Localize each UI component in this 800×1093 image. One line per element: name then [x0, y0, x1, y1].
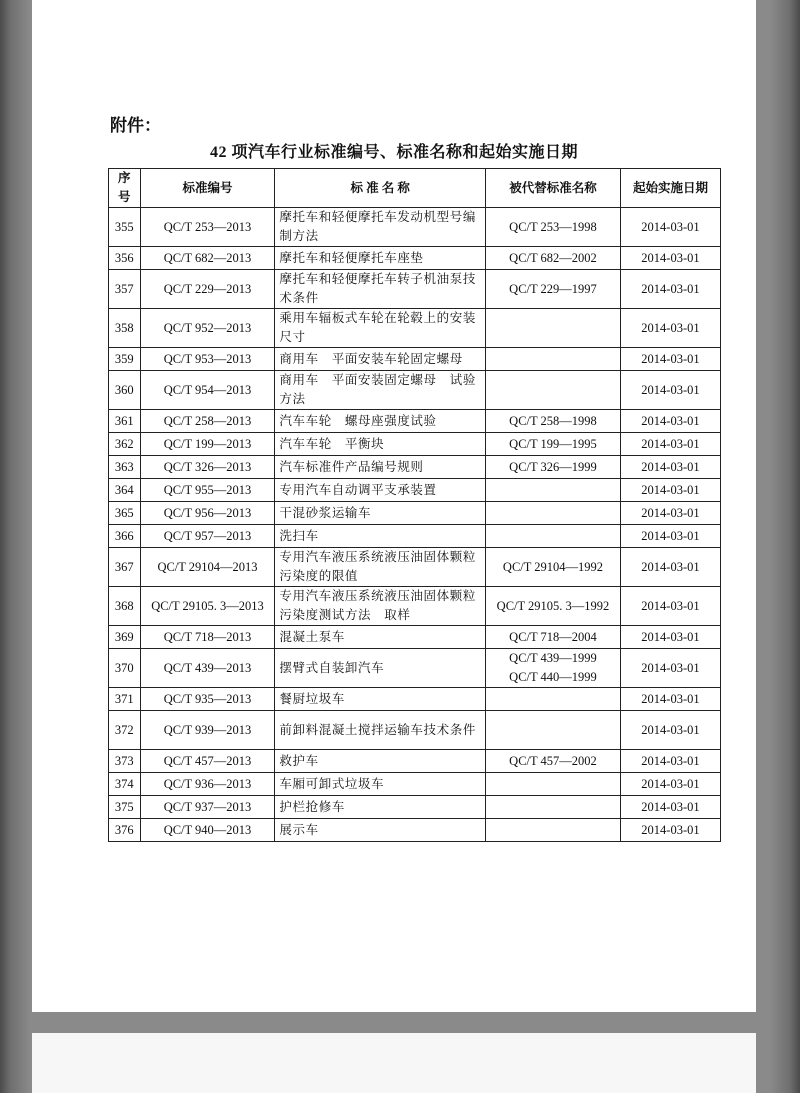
table-row	[109, 688, 721, 711]
document-page	[32, 0, 756, 1012]
cell-serial-no: 358	[109, 309, 141, 348]
cell-serial-no: 361	[109, 410, 141, 433]
cell-standard-code: QC/T 954—2013	[140, 371, 275, 410]
cell-replaced-standard	[486, 796, 621, 819]
cell-replaced-standard: QC/T 29105. 3—1992	[486, 587, 621, 626]
cell-replaced-standard	[486, 525, 621, 548]
cell-standard-code: QC/T 939—2013	[140, 711, 275, 750]
table-row	[109, 433, 721, 456]
next-page-edge	[32, 1033, 756, 1093]
table-row	[109, 502, 721, 525]
cell-serial-no: 373	[109, 750, 141, 773]
cell-replaced-standard	[486, 711, 621, 750]
table-row	[109, 410, 721, 433]
cell-serial-no: 372	[109, 711, 141, 750]
table-row	[109, 309, 721, 348]
cell-start-date: 2014-03-01	[620, 247, 720, 270]
table-row	[109, 479, 721, 502]
cell-replaced-standard	[486, 688, 621, 711]
cell-replaced-standard: QC/T 439—1999 QC/T 440—1999	[486, 649, 621, 688]
cell-replaced-standard: QC/T 326—1999	[486, 456, 621, 479]
cell-standard-name: 混凝土泵车	[275, 626, 486, 649]
cell-standard-name: 专用汽车液压系统液压油固体颗粒污染度的限值	[275, 548, 486, 587]
standards-table	[108, 168, 721, 842]
cell-standard-code: QC/T 253—2013	[140, 208, 275, 247]
cell-start-date: 2014-03-01	[620, 309, 720, 348]
cell-standard-code: QC/T 957—2013	[140, 525, 275, 548]
cell-start-date: 2014-03-01	[620, 502, 720, 525]
table-row	[109, 626, 721, 649]
cell-standard-code: QC/T 937—2013	[140, 796, 275, 819]
table-row	[109, 371, 721, 410]
cell-serial-no: 374	[109, 773, 141, 796]
cell-standard-code: QC/T 457—2013	[140, 750, 275, 773]
cell-standard-name: 汽车标准件产品编号规则	[275, 456, 486, 479]
table-row	[109, 750, 721, 773]
table-row	[109, 208, 721, 247]
cell-serial-no: 365	[109, 502, 141, 525]
table-row	[109, 548, 721, 587]
cell-start-date: 2014-03-01	[620, 773, 720, 796]
cell-replaced-standard: QC/T 29104—1992	[486, 548, 621, 587]
cell-standard-name: 专用汽车液压系统液压油固体颗粒污染度测试方法 取样	[275, 587, 486, 626]
cell-start-date: 2014-03-01	[620, 348, 720, 371]
cell-serial-no: 370	[109, 649, 141, 688]
cell-start-date: 2014-03-01	[620, 796, 720, 819]
cell-start-date: 2014-03-01	[620, 711, 720, 750]
cell-start-date: 2014-03-01	[620, 208, 720, 247]
column-header-no: 序号	[109, 169, 141, 208]
cell-serial-no: 360	[109, 371, 141, 410]
cell-start-date: 2014-03-01	[620, 525, 720, 548]
cell-standard-code: QC/T 439—2013	[140, 649, 275, 688]
cell-standard-name: 护栏抢修车	[275, 796, 486, 819]
table-row	[109, 456, 721, 479]
cell-replaced-standard: QC/T 258—1998	[486, 410, 621, 433]
cell-standard-name: 摆臂式自装卸汽车	[275, 649, 486, 688]
table-header-row	[109, 169, 721, 208]
column-header-date: 起始实施日期	[620, 169, 720, 208]
column-header-replaced: 被代替标准名称	[486, 169, 621, 208]
cell-standard-name: 救护车	[275, 750, 486, 773]
cell-serial-no: 375	[109, 796, 141, 819]
cell-serial-no: 371	[109, 688, 141, 711]
table-row	[109, 773, 721, 796]
cell-replaced-standard: QC/T 457—2002	[486, 750, 621, 773]
attachment-label: 附件：	[110, 116, 161, 135]
cell-start-date: 2014-03-01	[620, 587, 720, 626]
cell-standard-code: QC/T 952—2013	[140, 309, 275, 348]
cell-serial-no: 366	[109, 525, 141, 548]
cell-standard-code: QC/T 29105. 3—2013	[140, 587, 275, 626]
cell-standard-code: QC/T 956—2013	[140, 502, 275, 525]
cell-replaced-standard	[486, 502, 621, 525]
cell-serial-no: 368	[109, 587, 141, 626]
document-title: 42 项汽车行业标准编号、标准名称和起始实施日期	[209, 144, 578, 161]
cell-standard-name: 专用汽车自动调平支承装置	[275, 479, 486, 502]
table-row	[109, 819, 721, 842]
cell-replaced-standard	[486, 819, 621, 842]
cell-start-date: 2014-03-01	[620, 819, 720, 842]
cell-replaced-standard	[486, 309, 621, 348]
cell-standard-code: QC/T 258—2013	[140, 410, 275, 433]
cell-standard-name: 前卸料混凝土搅拌运输车技术条件	[275, 711, 486, 750]
cell-replaced-standard: QC/T 199—1995	[486, 433, 621, 456]
table-row	[109, 796, 721, 819]
cell-serial-no: 369	[109, 626, 141, 649]
cell-standard-code: QC/T 955—2013	[140, 479, 275, 502]
cell-replaced-standard	[486, 773, 621, 796]
cell-start-date: 2014-03-01	[620, 456, 720, 479]
cell-serial-no: 362	[109, 433, 141, 456]
cell-standard-code: QC/T 199—2013	[140, 433, 275, 456]
cell-standard-code: QC/T 718—2013	[140, 626, 275, 649]
cell-standard-name: 汽车车轮 螺母座强度试验	[275, 410, 486, 433]
cell-serial-no: 355	[109, 208, 141, 247]
cell-standard-name: 商用车 平面安装固定螺母 试验方法	[275, 371, 486, 410]
cell-standard-name: 摩托车和轻便摩托车座垫	[275, 247, 486, 270]
cell-standard-code: QC/T 326—2013	[140, 456, 275, 479]
cell-standard-code: QC/T 229—2013	[140, 270, 275, 309]
cell-standard-name: 干混砂浆运输车	[275, 502, 486, 525]
cell-replaced-standard: QC/T 718—2004	[486, 626, 621, 649]
table-row	[109, 525, 721, 548]
cell-standard-name: 摩托车和轻便摩托车发动机型号编制方法	[275, 208, 486, 247]
cell-standard-code: QC/T 29104—2013	[140, 548, 275, 587]
cell-serial-no: 359	[109, 348, 141, 371]
cell-standard-code: QC/T 940—2013	[140, 819, 275, 842]
cell-start-date: 2014-03-01	[620, 270, 720, 309]
cell-start-date: 2014-03-01	[620, 410, 720, 433]
cell-serial-no: 364	[109, 479, 141, 502]
column-header-code: 标准编号	[140, 169, 275, 208]
table-row	[109, 587, 721, 626]
cell-start-date: 2014-03-01	[620, 649, 720, 688]
column-header-name: 标 准 名 称	[275, 169, 486, 208]
cell-start-date: 2014-03-01	[620, 750, 720, 773]
table-row	[109, 270, 721, 309]
table-row	[109, 247, 721, 270]
cell-standard-code: QC/T 935—2013	[140, 688, 275, 711]
cell-replaced-standard	[486, 479, 621, 502]
cell-replaced-standard	[486, 371, 621, 410]
cell-start-date: 2014-03-01	[620, 688, 720, 711]
table-row	[109, 348, 721, 371]
cell-serial-no: 357	[109, 270, 141, 309]
cell-start-date: 2014-03-01	[620, 548, 720, 587]
cell-standard-name: 车厢可卸式垃圾车	[275, 773, 486, 796]
cell-standard-code: QC/T 953—2013	[140, 348, 275, 371]
cell-standard-code: QC/T 936—2013	[140, 773, 275, 796]
cell-replaced-standard: QC/T 682—2002	[486, 247, 621, 270]
table-row	[109, 711, 721, 750]
cell-start-date: 2014-03-01	[620, 371, 720, 410]
cell-start-date: 2014-03-01	[620, 433, 720, 456]
cell-replaced-standard	[486, 348, 621, 371]
cell-replaced-standard: QC/T 253—1998	[486, 208, 621, 247]
cell-standard-name: 展示车	[275, 819, 486, 842]
cell-standard-name: 餐厨垃圾车	[275, 688, 486, 711]
cell-start-date: 2014-03-01	[620, 479, 720, 502]
cell-standard-code: QC/T 682—2013	[140, 247, 275, 270]
cell-serial-no: 356	[109, 247, 141, 270]
cell-standard-name: 商用车 平面安装车轮固定螺母	[275, 348, 486, 371]
cell-serial-no: 367	[109, 548, 141, 587]
cell-standard-name: 乘用车辐板式车轮在轮毂上的安装尺寸	[275, 309, 486, 348]
cell-standard-name: 汽车车轮 平衡块	[275, 433, 486, 456]
cell-replaced-standard: QC/T 229—1997	[486, 270, 621, 309]
table-row	[109, 649, 721, 688]
cell-standard-name: 摩托车和轻便摩托车转子机油泵技术条件	[275, 270, 486, 309]
cell-standard-name: 洗扫车	[275, 525, 486, 548]
cell-start-date: 2014-03-01	[620, 626, 720, 649]
cell-serial-no: 363	[109, 456, 141, 479]
cell-serial-no: 376	[109, 819, 141, 842]
